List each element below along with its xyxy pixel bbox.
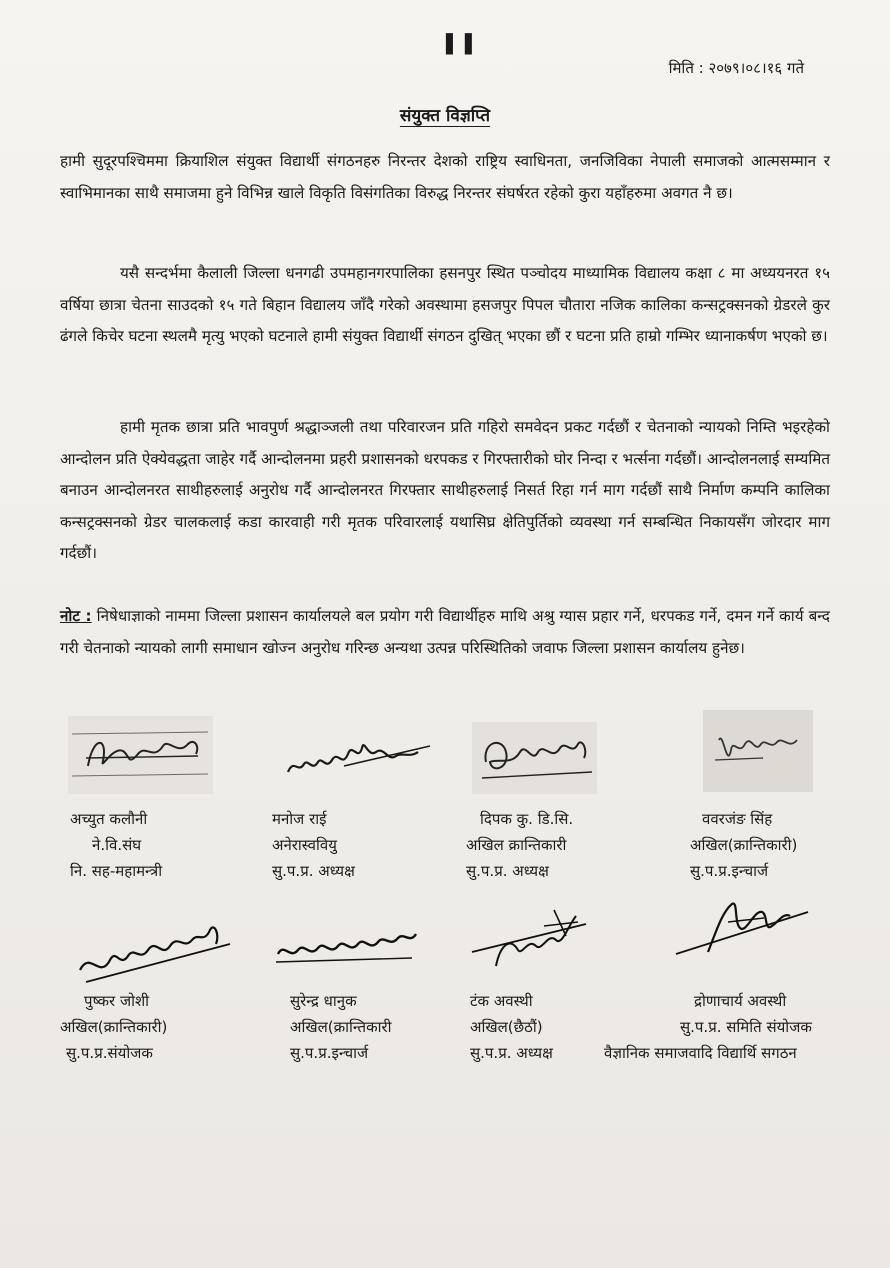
signatory-role: सु.प.प्र.इन्चार्ज [690,862,769,880]
date-line: मिति : २०७९।०८।१६ गते [668,59,804,77]
signature-5 [70,910,235,990]
signatory-role: सु.प.प्र.इन्चार्ज [290,1044,369,1062]
signature-4 [703,710,813,792]
signatory-org: अखिल(क्रान्तिकारी) [60,1018,168,1036]
document-title: संयुक्त विज्ञप्ति [399,106,491,126]
signature-3 [472,722,597,794]
signatory-role: नि. सह-महामन्त्री [70,862,163,880]
signature-2 [284,728,434,790]
signatory-org: सु.प.प्र. समिति संयोजक [680,1018,812,1036]
paragraph-intro: हामी सुदूरपश्चिममा क्रियाशिल संयुक्त विद्यार्थी संगठनहरु निरन्तर देशको राष्ट्रिय स्वाधिनता, जनजिविका नेपाली समाजको आत्मसम्मान र स्वाभिमानका साथै समाजमा हुने विभिन्न खाले विकृति विसंगतिका विरुद्ध निरन्तर संघर्षरत रहेको कुरा यहाँहरुमा अवगत नै छ। [60,152,830,202]
signatory-name: मनोज राई [272,810,327,828]
paragraph-incident: यसै सन्दर्भमा कैलाली जिल्ला धनगढी उपमहानगरपालिका हसनपुर स्थित पञ्चोदय माध्यामिक विद्यालय कक्षा ८ मा अध्ययनरत १५ वर्षिया छात्रा चेतना साउदको १५ गते बिहान विद्यालय जाँदै गरेको अवस्थामा हसजपुर पिपल चौतारा नजिक कालिका कन्सट्रक्सनको ग्रेडरले कुर ढंगले किचेर घटना स्थलमै मृत्यु भएको घटनाले हामी संयुक्त विद्यार्थी संगठन दुखित् भएका छौं र घटना प्रति हाम्रो गम्भिर ध्यानाकर्षण भएको छ। [60,264,830,345]
signatory-role: सु.प.प्र. अध्यक्ष [466,862,549,880]
signatory-name: अच्युत कलौनी [70,810,148,828]
signatory-role: सु.प.प्र. अध्यक्ष [272,862,355,880]
signature-8 [668,892,818,972]
signatory-org: ने.वि.संघ [92,836,142,854]
signatory-name: पुष्कर जोशी [84,992,150,1010]
signatory-name: द्रोणाचार्य अवस्थी [694,992,787,1010]
signatory-5 [60,988,167,1066]
note-text: निषेधाज्ञाको नाममा जिल्ला प्रशासन कार्यालयले बल प्रयोग गरी विद्यार्थीहरु माथि अश्रु ग्यास प्रहार गर्ने, धरपकड गर्ने, दमन गर्ने कार्य बन्द गरी चेतनाको न्यायको लागी समाधान खोज्न अनुरोध गरिन्छ अन्यथा उत्पन्न परिस्थितिको जवाफ जिल्ला प्रशासन कार्यालय हुनेछ। [60,607,830,657]
signatory-name: सुरेन्द्र धानुक [290,992,357,1010]
signatory-org: अखिल(क्रान्तिकारी [290,1018,392,1036]
signature-1 [68,716,213,794]
signatory-7 [470,988,553,1066]
signatory-3 [466,806,573,884]
signatory-6 [290,988,392,1066]
signatory-role: सु.प.प्र. अध्यक्ष [470,1044,553,1062]
note-paragraph [60,601,830,664]
signature-6 [272,918,422,974]
signatory-name: ववरजंङ सिंह [702,810,773,828]
signatory-name: टंक अवस्थी [470,992,533,1010]
signatory-org: अखिल(छैठौं) [470,1018,543,1036]
signatory-name: दिपक कु. डि.सि. [480,810,574,828]
signatory-role: वैज्ञानिक समाजवादि विद्यार्थि सगठन [604,1044,797,1062]
signatory-org: अखिल क्रान्तिकारी [466,836,567,854]
punch-hole-mark: ▌▐ [446,34,470,55]
signatory-1 [70,806,162,884]
signatory-role: सु.प.प्र.संयोजक [66,1044,153,1062]
signatory-8 [604,988,812,1066]
signatory-4 [690,806,797,884]
signature-7 [466,896,596,980]
signatory-org: अखिल(क्रान्तिकारी) [690,836,798,854]
signatory-2 [272,806,355,884]
paragraph-demands: हामी मृतक छात्रा प्रति भावपुर्ण श्रद्धाञ्जली तथा परिवारजन प्रति गहिरो समवेदन प्रकट गर्दछौं र चेतनाको न्यायको निम्ति भइरहेको आन्दोलन प्रति ऐक्येवद्धता जाहेर गर्दै आन्दोलनमा प्रहरी प्रशासनको धरपकड र गिरफ्तारीको घोर निन्दा र भर्त्सना गर्दछौं। आन्दोलनलाई सम्यमित बनाउन आन्दोलनरत साथीहरुलाई अनुरोध गर्दै आन्दोलनरत गिरफ्तार साथीहरुलाई निसर्त रिहा गर्न माग गर्दछौं साथै निर्माण कम्पनि कालिका कन्सट्रक्सनको ग्रेडर चालकलाई कडा कारवाही गरी मृतक परिवारलाई यथासिघ्र क्षेतिपुर्तिको व्यवस्था गर्न सम्बन्धित निकायसँग जोरदार माग गर्दछौं। [60,418,830,562]
signatory-org: अनेरास्ववियु [272,836,337,854]
note-label: नोट : [60,607,92,625]
